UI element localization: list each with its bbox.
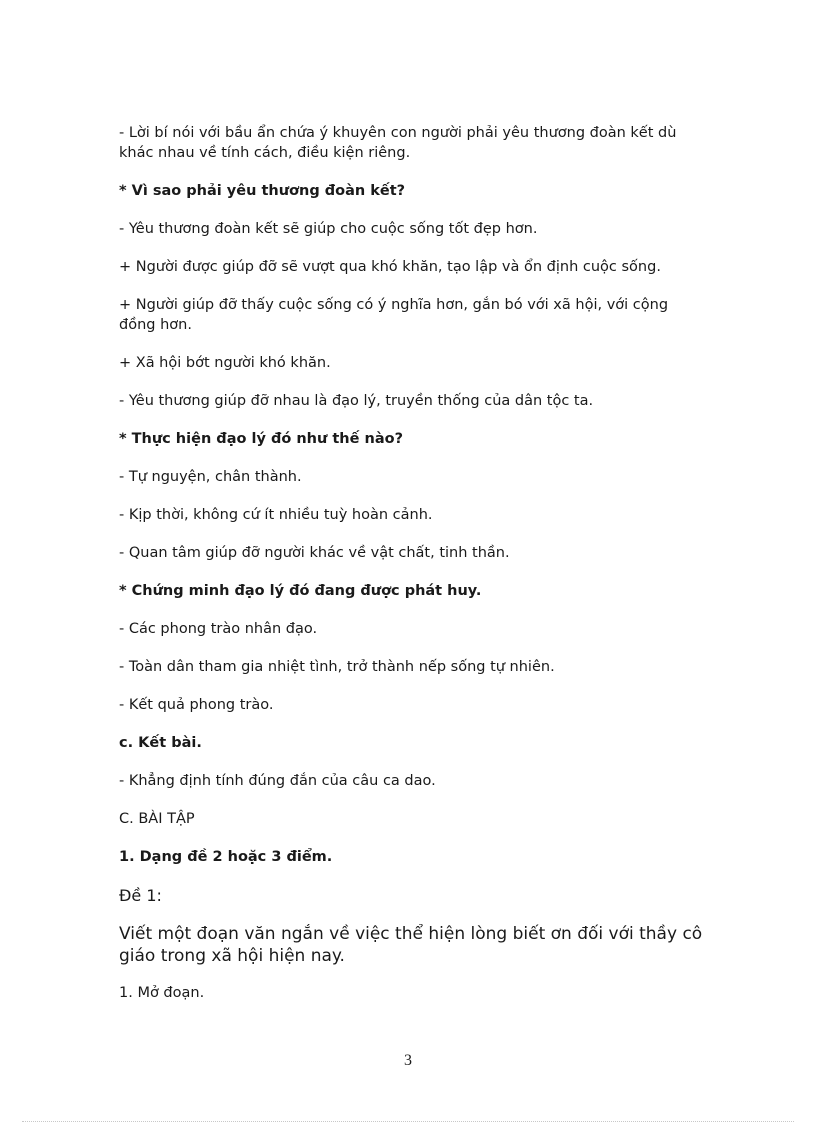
paragraph: - Tự nguyện, chân thành.: [119, 469, 302, 485]
exercise-type-heading: 1. Dạng đề 2 hoặc 3 điểm.: [119, 849, 333, 865]
exercise-label: Đề 1:: [119, 886, 162, 905]
paragraph: - Các phong trào nhân đạo.: [119, 621, 318, 637]
section-heading: c. Kết bài.: [119, 735, 202, 751]
paragraph: - Toàn dân tham gia nhiệt tình, trở thành nếp sống tự nhiên.: [119, 659, 555, 675]
paragraph: + Người giúp đỡ thấy cuộc sống có ý nghĩa hơn, gắn bó với xã hội, với cộng đồng hơn.: [119, 297, 669, 333]
page-bottom-divider: [22, 1121, 794, 1122]
section-heading: * Vì sao phải yêu thương đoàn kết?: [119, 183, 406, 199]
paragraph: - Lời bí nói với bầu ẩn chứa ý khuyên con người phải yêu thương đoàn kết dù khác nhau về tính cách, điều kiện riêng.: [119, 125, 677, 161]
paragraph: + Người được giúp đỡ sẽ vượt qua khó khăn, tạo lập và ổn định cuộc sống.: [119, 259, 661, 275]
paragraph: - Quan tâm giúp đỡ người khác về vật chất, tinh thần.: [119, 545, 510, 561]
paragraph: 1. Mở đoạn.: [119, 985, 205, 1001]
paragraph: + Xã hội bớt người khó khăn.: [119, 355, 331, 371]
paragraph: - Khẳng định tính đúng đắn của câu ca dao.: [119, 773, 436, 789]
paragraph: - Yêu thương đoàn kết sẽ giúp cho cuộc sống tốt đẹp hơn.: [119, 221, 538, 237]
paragraph: - Kịp thời, không cứ ít nhiều tuỳ hoàn cảnh.: [119, 507, 433, 523]
document-body: [119, 123, 709, 1021]
paragraph: - Kết quả phong trào.: [119, 697, 274, 713]
section-heading: * Thực hiện đạo lý đó như thế nào?: [119, 431, 403, 447]
section-title: C. BÀI TẬP: [119, 811, 195, 827]
page-number: 3: [404, 1052, 412, 1069]
exercise-prompt: Viết một đoạn văn ngắn về việc thể hiện lòng biết ơn đối với thầy cô giáo trong xã hội hiện nay.: [119, 924, 703, 966]
paragraph: - Yêu thương giúp đỡ nhau là đạo lý, truyền thống của dân tộc ta.: [119, 393, 594, 409]
section-heading: * Chứng minh đạo lý đó đang được phát huy.: [119, 583, 482, 599]
